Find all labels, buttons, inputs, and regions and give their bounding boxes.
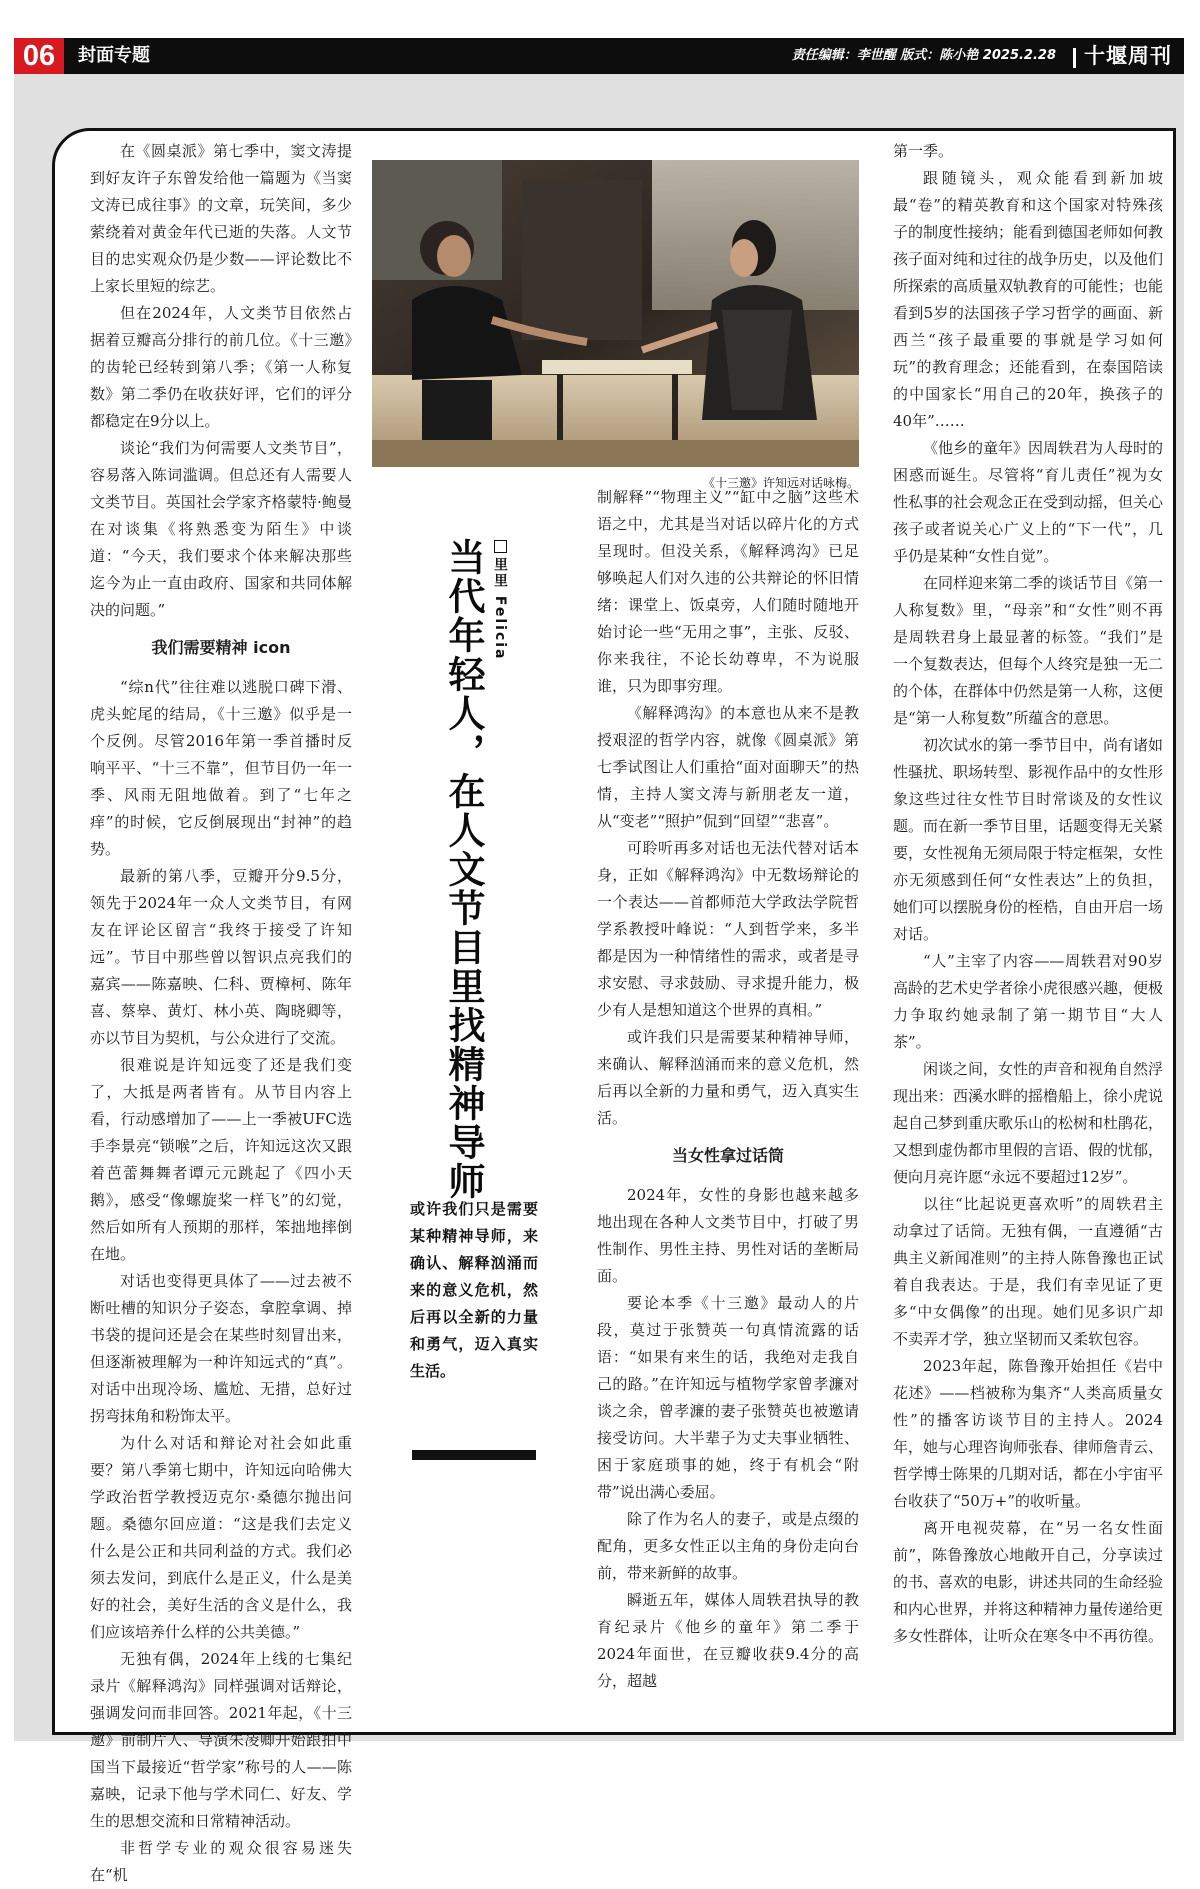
article-byline: [490, 540, 510, 661]
paragraph: 很难说是许知远变了还是我们变了，大抵是两者皆有。从节目内容上看，行动感增加了——上一季被UFC选手李景亮“锁喉”之后，许知远这次又跟着芭蕾舞舞者谭元元跳起了《四小天鹅》，感受“像螺旋桨一样飞”的幻觉，然后如所有人预期的那样，笨拙地摔倒在地。: [90, 1056, 352, 1263]
masthead: [1073, 38, 1172, 74]
subheading: 当女性拿过话筒: [671, 1146, 784, 1165]
masthead-bar: [1073, 48, 1076, 68]
section-title: 封面专题: [78, 45, 150, 66]
paragraph: 以往“比起说更喜欢听”的周轶君主动拿过了话筒。无独有偶，一直遵循“古典主义新闻准则”的主持人陈鲁豫也正试着自我表达。于是，我们有幸见证了更多“中女偶像”的出现。她们见多识广却不卖弄才学，独立坚韧而又柔软包容。: [893, 1195, 1163, 1348]
paragraph: 制解释”“物理主义”“缸中之脑”这些术语之中，尤其是当对话以碎片化的方式呈现时。但没关系，《解释鸿沟》已足够唤起人们对久违的公共辩论的怀旧情绪：课堂上、饭桌旁，人们随时随地开始讨论一些“无用之事”，主张、反驳、你来我往，不论长幼尊卑，不为说服谁，只为即事穷理。: [597, 488, 859, 695]
article-column-4: [893, 138, 1163, 1650]
photo-caption: 《十三邀》许知远对话咏梅。: [702, 476, 859, 490]
paragraph: 为什么对话和辩论对社会如此重要？第八季第七期中，许知远向哈佛大学政治哲学教授迈克尔·桑德尔抛出问题。桑德尔回应道：“这是我们去定义什么是公正和共同利益的方式。我们必须去发问，到底什么是正义，什么是美好的社会，美好生活的含义是什么，我们应该培养什么样的公共美德。”: [90, 1434, 352, 1641]
editor-credits: 责任编辑：李世醒 版式：陈小艳 2025.2.28: [791, 48, 1056, 63]
article-column-3: [597, 484, 859, 1695]
paragraph: 可聆听再多对话也无法代替对话本身，正如《解释鸿沟》中无数场辩论的一个表达——首都师范大学政法学院哲学系教授叶峰说：“人到哲学来，多半都是因为一种情绪性的需求，或者是寻求安慰、寻求鼓励、寻求提升能力，极少有人是想知道这个世界的真相。”: [597, 839, 859, 1019]
paragraph: 第一季。: [893, 142, 954, 160]
paragraph: 或许我们只是需要某种精神导师，来确认、解释汹涌而来的意义危机，然后再以全新的力量和勇气，迈入真实生活。: [597, 1028, 859, 1127]
pull-quote: 或许我们只是需要某种精神导师，来确认、解释汹涌而来的意义危机，然后再以全新的力量和勇气，迈入真实生活。: [410, 1200, 538, 1380]
paragraph: 2023年起，陈鲁豫开始担任《岩中花述》——档被称为集齐“人类高质量女性”的播客访谈节目的主持人。2024年，她与心理咨询师张春、律师詹青云、哲学博士陈果的几期对话，都在小宇宙平台收获了“50万+”的收听量。: [893, 1357, 1164, 1510]
article-headline: 当代年轻人，在人文节目里找精神导师: [442, 538, 486, 1201]
paragraph: 初次试水的第一季节目中，尚有诸如性骚扰、职场转型、影视作品中的女性形象这些过往女性节目时常谈及的女性议题。而在新一季节目里，话题变得无关紧要，女性视角无须局限于特定框架，女性亦无须感到任何“女性表达”上的负担，她们可以摆脱身份的桎梏，自由开启一场对话。: [893, 736, 1164, 943]
paragraph: 《他乡的童年》因周轶君为人母时的困惑而诞生。尽管将“育儿责任”视为女性私事的社会观念正在受到动摇，但关心孩子或者说关心广义上的“下一代”，几乎仍是某种“女性自觉”。: [893, 439, 1164, 565]
paragraph: 要论本季《十三邀》最动人的片段，莫过于张赞英一句真情流露的话语：“如果有来生的话，我绝对走我自己的路。”在许知远与植物学家曾孝濂对谈之余，曾孝濂的妻子张赞英也被邀请接受访问。大半辈子为丈夫事业牺牲、困于家庭琐事的她，终于有机会“附带”说出满心委屈。: [597, 1294, 859, 1501]
paragraph: 在同样迎来第二季的谈话节目《第一人称复数》里，“母亲”和“女性”则不再是周轶君身上最显著的标签。“我们”是一个复数表达，但每个人终究是独一无二的个体，在群体中仍然是第一人称，这便是“第一人称复数”所蕴含的意思。: [893, 574, 1164, 727]
article-column-1: [90, 138, 352, 1889]
paragraph: 跟随镜头，观众能看到新加坡最“卷”的精英教育和这个国家对特殊孩子的制度性接纳；能看到德国老师如何教孩子面对纯和过往的战争历史，以及他们所探索的高质量双轨教育的可能性；也能看到5岁的法国孩子学习哲学的画面、新西兰“孩子最重要的事就是学习如何玩”的教育理念；还能看到，在泰国陪读的中国家长“用自己的20年，换孩子的40年”……: [893, 169, 1164, 430]
paragraph: 离开电视荧幕，在“另一名女性面前”，陈鲁豫放心地敞开自己，分享读过的书、喜欢的电影，讲述共同的生命经验和内心世界，并将这种精神力量传递给更多女性群体，让听众在寒冬中不再彷徨。: [893, 1519, 1164, 1645]
byline-box: [494, 540, 507, 553]
paragraph: 闲谈之间，女性的声音和视角自然浮现出来：西溪水畔的摇橹船上，徐小虎说起自己梦到重庆歌乐山的松树和杜鹃花，又想到虚伪都市里假的言语、假的忧郁，便向月亮许愿“永远不要超过12岁”。: [893, 1060, 1164, 1186]
pull-quote-bar: [412, 1450, 536, 1460]
paragraph: 2024年，女性的身影也越来越多地出现在各种人文类节目中，打破了男性制作、男性主持、男性对话的垄断局面。: [597, 1186, 859, 1285]
paragraph: 谈论“我们为何需要人文类节目”，容易落入陈词滥调。但总还有人需要人文类节目。英国社会学家齐格蒙特·鲍曼在对谈集《将熟悉变为陌生》中谈道：“今天，我们要求个体来解决那些迄今为止一直由政府、国家和共同体解决的问题。”: [90, 439, 352, 619]
paragraph: “综n代”往往难以逃脱口碑下滑、虎头蛇尾的结局，《十三邀》似乎是一个反例。尽管2016年第一季首播时反响平平、“十三不靠”，但节目仍一年一季、风雨无阻地做着。到了“七年之痒”的时候，它反倒展现出“封神”的趋势。: [90, 678, 352, 858]
paragraph: 非哲学专业的观众很容易迷失在“机: [90, 1839, 352, 1884]
paragraph: 瞬逝五年，媒体人周轶君执导的教育纪录片《他乡的童年》第二季于2024年面世，在豆瓣收获9.4分的高分，超越: [597, 1591, 859, 1690]
subheading: 我们需要精神 icon: [151, 638, 291, 657]
paragraph: “人”主宰了内容——周轶君对90岁高龄的艺术史学者徐小虎很感兴趣，便极力争取约她录制了第一期节目“大人茶”。: [893, 952, 1164, 1051]
paragraph: 《解释鸿沟》的本意也从来不是教授艰涩的哲学内容，就像《圆桌派》第七季试图让人们重拾“面对面聊天”的热情，主持人窦文涛与新朋老友一道，从“变老”“照护”侃到“回望”“悲喜”。: [597, 704, 859, 830]
byline-text: 里里 Felicia: [492, 557, 508, 661]
paragraph: 无独有偶，2024年上线的七集纪录片《解释鸿沟》同样强调对话辩论，强调发问而非回答。2021年起，《十三邀》前制片人、导演朱凌卿开始跟拍中国当下最接近“哲学家”称号的人——陈嘉映，记录下他与学术同仁、好友、学生的思想交流和日常精神活动。: [90, 1650, 352, 1830]
paragraph: 最新的第八季，豆瓣开分9.5分，领先于2024年一众人文类节目，有网友在评论区留言“我终于接受了许知远”。节目中那些曾以智识点亮我们的嘉宾——陈嘉映、仁科、贾樟柯、陈年喜、蔡皋、黄灯、林小英、陶晓卿等，亦以节目为契机，与公众进行了交流。: [90, 867, 352, 1047]
paragraph: 除了作为名人的妻子，或是点缀的配角，更多女性正以主角的身份走向台前，带来新鲜的故事。: [597, 1510, 859, 1582]
article-photo: [372, 160, 859, 467]
paragraph: 对话也变得更具体了——过去被不断吐槽的知识分子姿态，拿腔拿调、掉书袋的提问还是会在某些时刻冒出来，但逐渐被理解为一种许知远式的“真”。对话中出现冷场、尴尬、无措，总好过拐弯抹角和粉饰太平。: [90, 1272, 352, 1425]
paragraph: 但在2024年，人文类节目依然占据着豆瓣高分排行的前几位。《十三邀》的齿轮已经转到第八季；《第一人称复数》第二季仍在收获好评，它们的评分都稳定在9分以上。: [90, 304, 352, 430]
paragraph: 在《圆桌派》第七季中，窦文涛提到好友许子东曾发给他一篇题为《当窦文涛已成往事》的文章，玩笑间，多少萦绕着对黄金年代已逝的失落。人文节目的忠实观众仍是少数——评论数比不上家长里短的综艺。: [90, 142, 352, 295]
masthead-title: 十堰周刊: [1084, 43, 1172, 68]
page-number: 06: [14, 38, 64, 74]
photo-illustration: [372, 160, 859, 467]
page-header: [14, 38, 1184, 74]
